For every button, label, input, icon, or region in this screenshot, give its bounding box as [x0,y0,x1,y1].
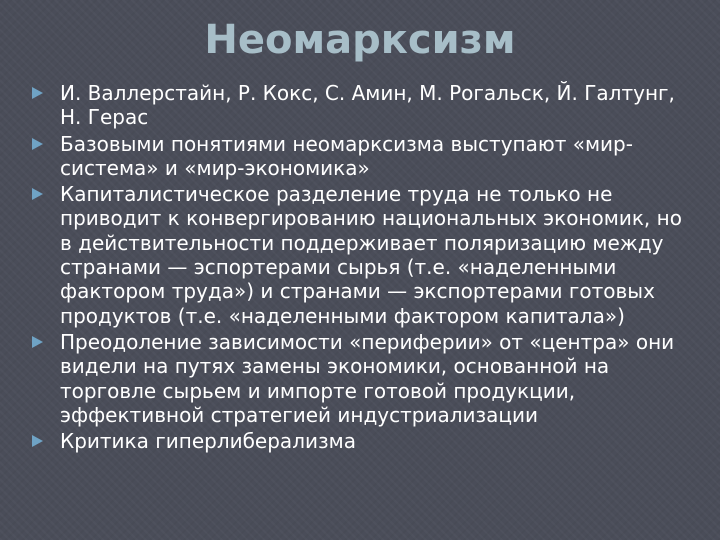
bullet-list [30,81,690,455]
triangle-bullet-icon [32,336,43,348]
bullet-item [30,330,690,427]
bullet-text: И. Валлерстайн, Р. Кокс, С. Амин, М. Рогальск, Й. Галтунг, Н. Герас [60,81,675,130]
bullet-text: Капиталистическое разделение труда не только не приводит к конвергированию национальных экономик, но в действительности поддерживает поляризацию между странами — эспортерами сырья (т.е. «наделенными фактором труда») и странами — экспортерами готовых продуктов (т.е. «наделенными фактором капитала») [60,182,682,328]
bullet-text: Базовыми понятиями неомарксизма выступают «мир-система» и «мир-экономика» [60,131,633,180]
triangle-bullet-icon [32,188,43,200]
bullet-item [30,182,690,328]
bullet-item [30,132,690,181]
bullet-text: Преодоление зависимости «периферии» от «центра» они видели на путях замены экономики, основанной на торговле сырьем и импорте готовой продукции, эффективной стратегией индустриализации [60,329,675,427]
bullet-item [30,81,690,130]
bullet-item [30,429,690,453]
slide-title: Неомарксизм [204,17,516,63]
triangle-bullet-icon [32,138,43,150]
triangle-bullet-icon [32,435,43,447]
bullet-text: Критика гиперлиберализма [60,429,356,454]
triangle-bullet-icon [32,87,43,99]
